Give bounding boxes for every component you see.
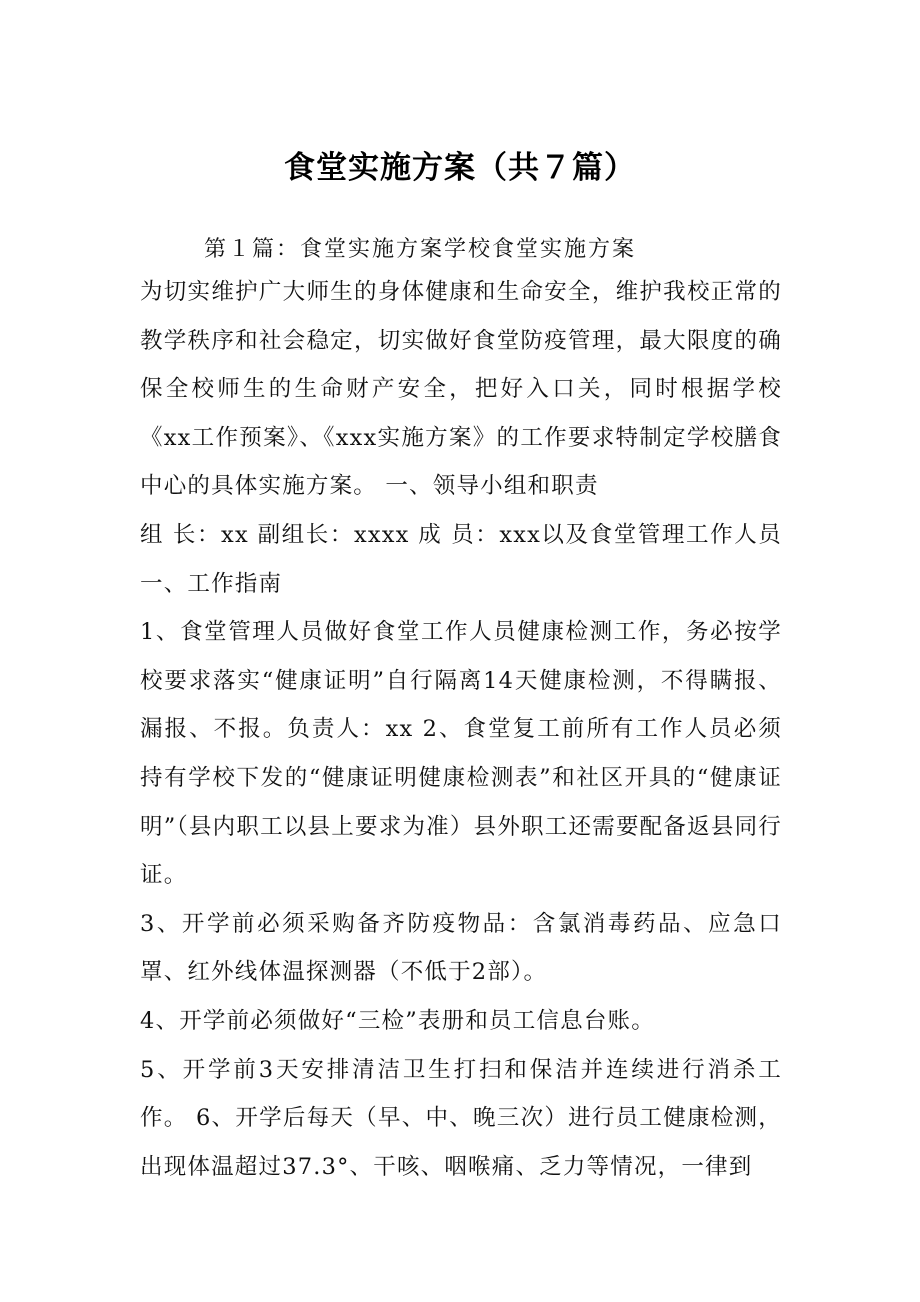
paragraph-item-4: 4、开学前必须做好“三检”表册和员工信息台账。 bbox=[140, 1007, 655, 1034]
document-title: 食堂实施方案（共７篇） bbox=[284, 150, 636, 186]
paragraph-item-5-6: 5、开学前3天安排清洁卫生打扫和保洁并连续进行消杀工作。 6、开学后每天（早、中、晚三次）进行员工健康检测，出现体温超过37.3°、干咳、咽喉痛、乏力等情况，一律到 bbox=[140, 1056, 782, 1180]
paragraph-intro: 为切实维护广大师生的身体健康和生命安全，维护我校正常的教学秩序和社会稳定，切实做好食堂防疫管理，最大限度的确保全校师生的生命财产安全，把好入口关，同时根据学校《xx工作预案》、《xxx实施方案》的工作要求特制定学校膳食中心的具体实施方案。 一、领导小组和职责 bbox=[140, 279, 782, 500]
paragraph-item-1-2: 1、食堂管理人员做好食堂工作人员健康检测工作，务必按学校要求落实“健康证明”自行隔离14天健康检测，不得瞒报、漏报、不报。负责人：xx 2、食堂复工前所有工作人员必须持有学校下发的“健康证明健康检测表”和社区开具的“健康证明”（县内职工以县上要求为准）县外职工还需要配备返县同行证。 bbox=[140, 619, 782, 889]
paragraph-item-3: 3、开学前必须采购备齐防疫物品：含氯消毒药品、应急口罩、红外线体温探测器（不低于2部）。 bbox=[140, 910, 782, 986]
paragraph-team-members: 组 长：xx 副组长：xxxx 成 员：xxx以及食堂管理工作人员 一、工作指南 bbox=[140, 521, 782, 597]
document-subtitle: 第１篇：食堂实施方案学校食堂实施方案 bbox=[204, 237, 637, 262]
document-body bbox=[140, 268, 782, 1191]
